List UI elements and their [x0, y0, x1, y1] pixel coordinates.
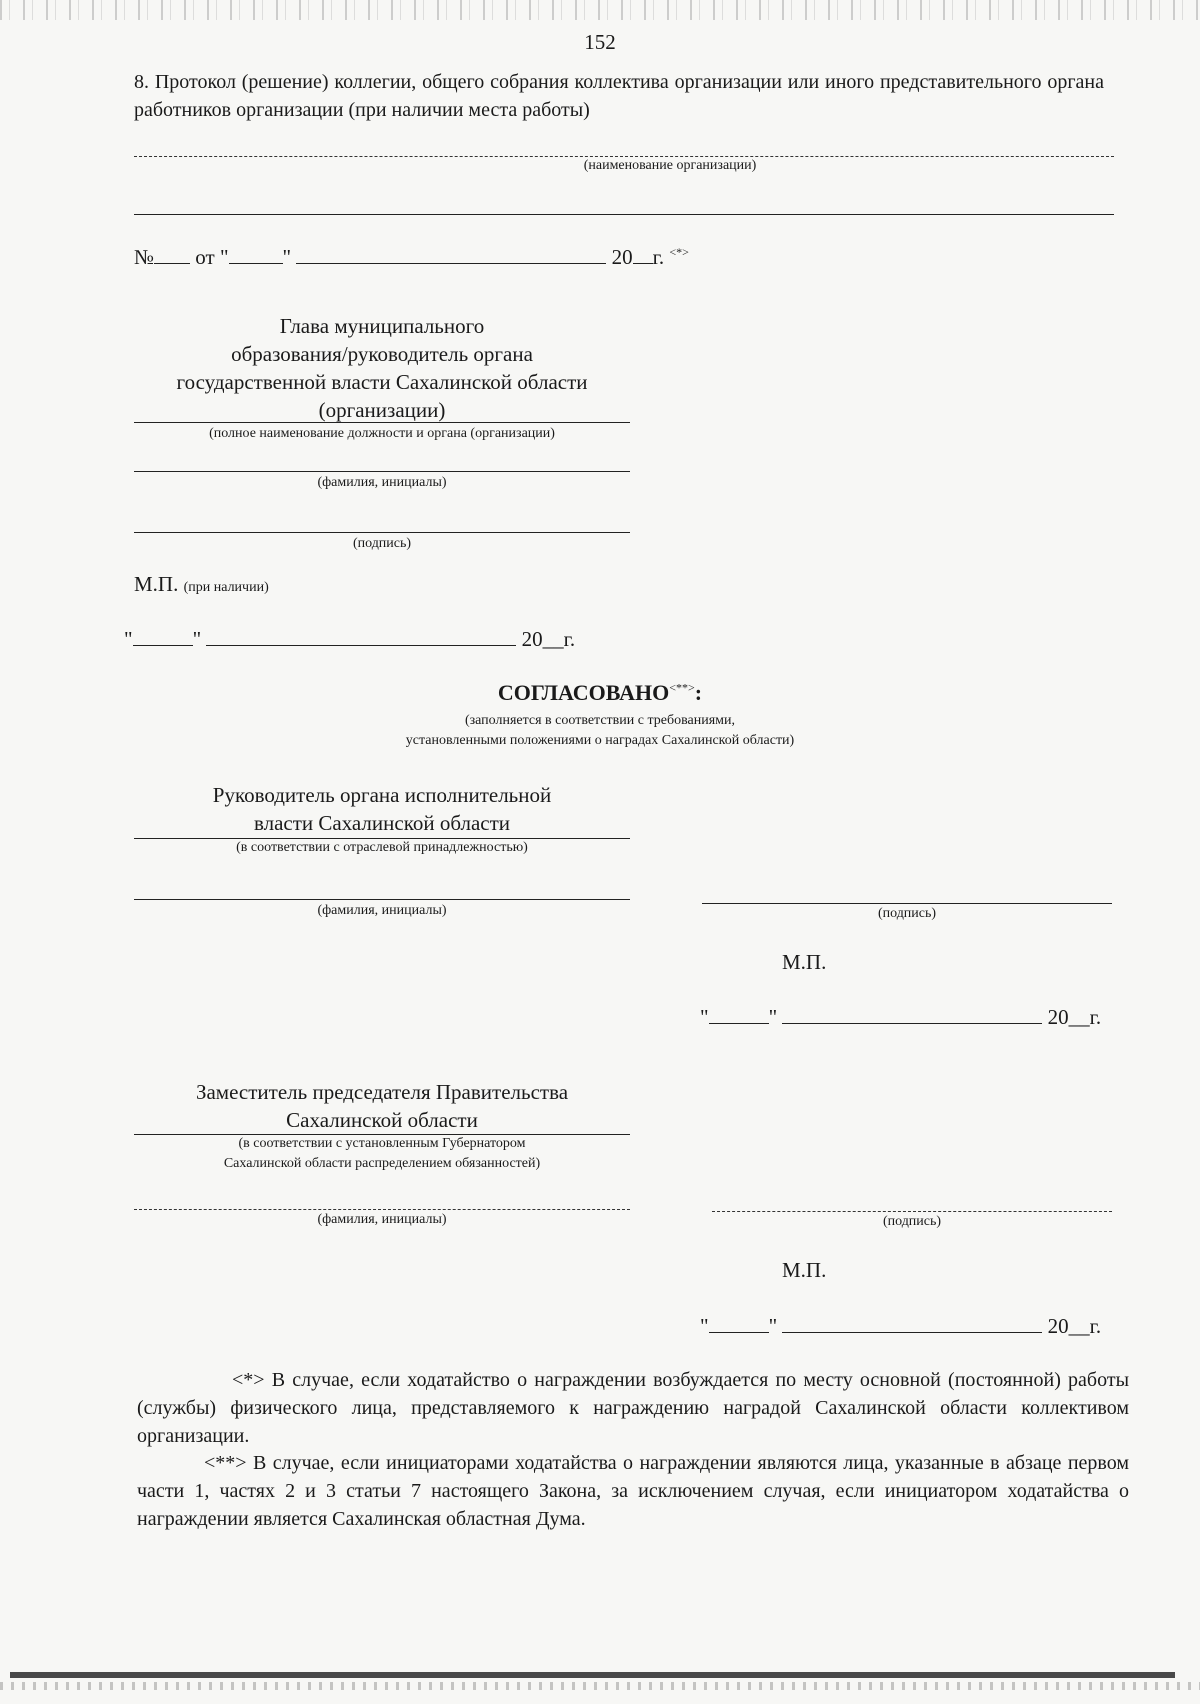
number-sign: № — [134, 245, 155, 269]
month-blank — [782, 1312, 1042, 1333]
agreed-note-line-1: (заполняется в соответствии с требованиями, — [464, 713, 736, 728]
footnote-mark-1: <*> — [669, 245, 689, 259]
head-position-caption: (полное наименование должности и органа (организации) — [209, 426, 555, 441]
exec-caption: (в соответствии с отраслевой принадлежностью) — [236, 840, 528, 855]
section-8-heading: 8. Протокол (решение) коллегии, общего собрания коллектива организации или иного представительного органа работников организации (при наличии места работы) — [134, 71, 1104, 121]
seal-note: (при наличии) — [183, 580, 269, 595]
head-date — [124, 625, 575, 652]
day-blank — [133, 625, 193, 646]
exec-title — [134, 781, 630, 837]
date-from-label: от " — [195, 245, 229, 269]
exec-name-caption: (фамилия, инициалы) — [317, 903, 447, 918]
exec-signature-line — [702, 903, 1112, 904]
exec-date — [700, 1003, 1101, 1030]
head-seal — [134, 572, 269, 597]
head-title — [134, 312, 630, 424]
exec-seal: М.П. — [782, 950, 827, 974]
month-blank — [206, 625, 516, 646]
deputy-signature-caption: (подпись) — [882, 1214, 942, 1229]
org-name-line-1 — [134, 156, 1114, 157]
deputy-caption-line-1: (в соответствии с установленным Губернатором — [238, 1136, 526, 1151]
deputy-seal: М.П. — [782, 1258, 827, 1282]
day-blank — [709, 1003, 769, 1024]
date-quote-open: " — [700, 1314, 709, 1338]
deputy-name-caption: (фамилия, инициалы) — [317, 1212, 447, 1227]
exec-position-line — [134, 838, 630, 839]
agreed-title-text: СОГЛАСОВАНО — [497, 680, 670, 705]
date-quote-close: " — [192, 627, 202, 651]
head-title-line: (организации) — [318, 398, 446, 422]
year-blank — [633, 243, 653, 264]
year-text: 20__г. — [1047, 1314, 1102, 1338]
deputy-name-line — [134, 1209, 630, 1210]
head-title-line: Глава муниципального — [279, 314, 485, 338]
protocol-number-date — [134, 243, 689, 270]
day-blank — [709, 1312, 769, 1333]
deputy-date — [700, 1312, 1101, 1339]
agreed-colon: : — [694, 680, 703, 705]
exec-title-line: власти Сахалинской области — [253, 811, 511, 835]
head-name-line — [134, 471, 630, 472]
head-name-caption: (фамилия, инициалы) — [317, 475, 447, 490]
org-name-caption: (наименование организации) — [583, 158, 757, 173]
date-quote-open: " — [124, 627, 133, 651]
agreed-title — [300, 680, 900, 706]
year-prefix: 20 — [611, 245, 633, 269]
deputy-caption-line-2: Сахалинской области распределением обязанностей) — [223, 1156, 541, 1171]
date-quote-close: " — [282, 245, 292, 269]
head-signature-caption: (подпись) — [352, 536, 412, 551]
footnote-1: <*> В случае, если ходатайство о награждении возбуждается по месту основной (постоянной) работы (службы) физического лица, представляемого к награждению наградой Сахалинской области коллективом организации. — [137, 1369, 1129, 1447]
month-blank — [782, 1003, 1042, 1024]
footnote-mark-2: <**> — [669, 680, 695, 695]
year-text: 20__г. — [521, 627, 576, 651]
exec-signature-caption: (подпись) — [877, 906, 937, 921]
date-quote-close: " — [768, 1005, 778, 1029]
page-number: 152 — [584, 30, 616, 54]
year-text: 20__г. — [1047, 1005, 1102, 1029]
number-blank — [154, 243, 190, 264]
scan-noise-bottom — [0, 1682, 1200, 1690]
day-blank — [229, 243, 283, 264]
head-signature-line — [134, 532, 630, 533]
scan-noise-top — [0, 0, 1200, 20]
deputy-title — [134, 1078, 630, 1134]
head-position-line — [134, 422, 630, 423]
exec-name-line — [134, 899, 630, 900]
deputy-position-line — [134, 1134, 630, 1135]
footnote-2: <**> В случае, если инициаторами ходатайства о награждении являются лица, указанные в абзаце первом части 1, частях 2 и 3 статьи 7 настоящего Закона, за исключением случая, если инициатором ходатайства о награждении является Сахалинская областная Дума. — [137, 1452, 1129, 1530]
deputy-signature-line — [712, 1211, 1112, 1212]
head-title-line: образования/руководитель органа — [231, 342, 533, 366]
org-name-line-2 — [134, 214, 1114, 215]
date-quote-close: " — [768, 1314, 778, 1338]
deputy-title-line: Сахалинской области — [286, 1108, 478, 1132]
date-quote-open: " — [700, 1005, 709, 1029]
exec-title-line: Руководитель органа исполнительной — [212, 783, 552, 807]
year-suffix: г. — [652, 245, 665, 269]
seal-label: М.П. — [134, 572, 179, 596]
deputy-title-line: Заместитель председателя Правительства — [195, 1080, 569, 1104]
head-title-line: государственной власти Сахалинской области — [176, 370, 588, 394]
scan-edge-bottom — [10, 1672, 1175, 1678]
month-blank — [296, 243, 606, 264]
agreed-note-line-2: установленными положениями о наградах Сахалинской области) — [405, 733, 795, 748]
